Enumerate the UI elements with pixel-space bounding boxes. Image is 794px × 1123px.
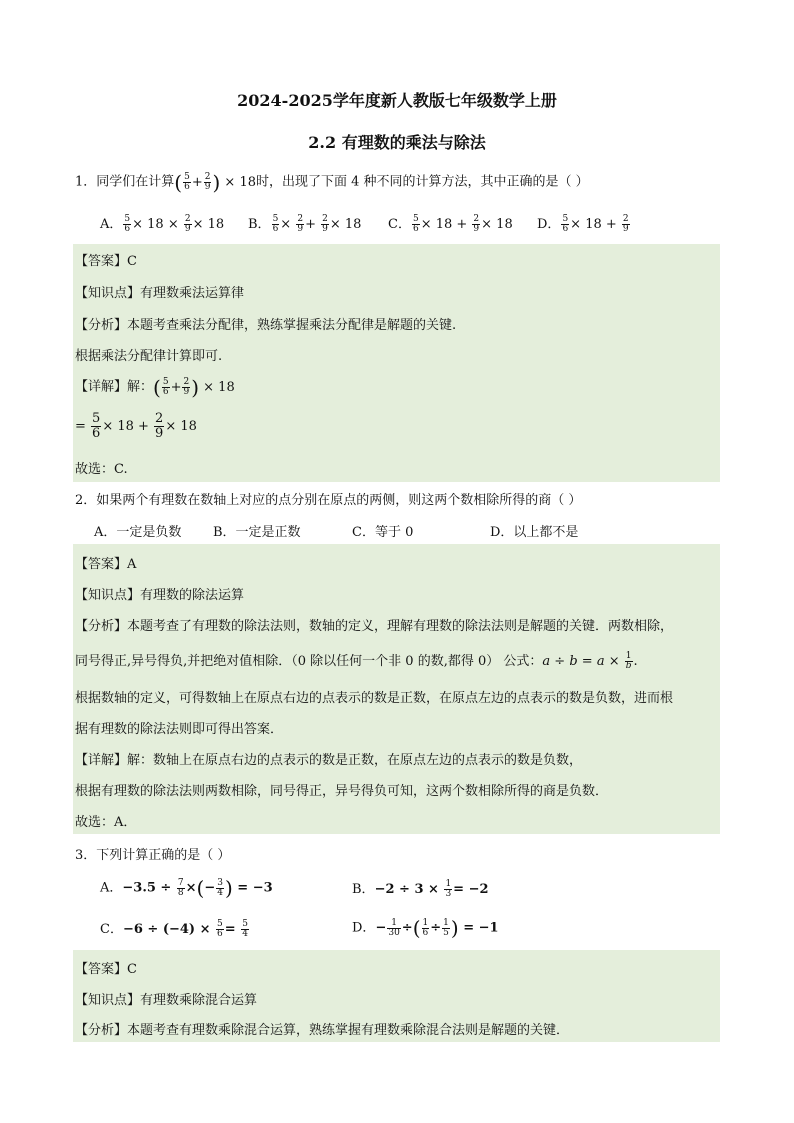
q2-analysis-3: 根据数轴的定义，可得数轴上在原点右边的点表示的数是正数，在原点左边的点表示的数是负数，进而根 [75, 691, 674, 706]
q2-choose: 故选：A． [75, 815, 137, 830]
q2-analysis-2: 同号得正,异号得负,并把绝对值相除．（0 除以任何一个非 0 的数,都得 0） 公式：a ÷ b = a × $\frac{1}{b}$ . [75, 651, 638, 671]
q2-knowledge: 【知识点】有理数的除法运算 [75, 588, 245, 603]
q2-option-a: A．一定是负数 [94, 525, 182, 540]
q1-stem-expr: ( $\frac{5}{6}$ + $\frac{2}{9}$ ) × 18 [174, 170, 256, 194]
q2-option-d: D．以上都不是 [490, 525, 579, 540]
page-title: 2024-2025学年度新人教版七年级数学上册 [237, 91, 557, 110]
q3-knowledge: 【知识点】有理数乘除混合运算 [75, 993, 258, 1008]
q3-option-b: B．−2 ÷ 3 × $\frac{1}{3}$ = −2 [352, 879, 489, 899]
q3-option-d: D．− $\frac{1}{30}$ ÷( $\frac{1}{6}$ ÷ $\frac{1}{5}$ ) = −1 [352, 916, 499, 940]
q3-option-c: C．−6 ÷ (−4) × $\frac{5}{6}$ = $\frac{5}{4}$ [100, 919, 248, 939]
q3-answer: 【答案】C [75, 962, 137, 977]
q3-stem: 3．下列计算正确的是（ ） [75, 848, 231, 863]
q2-option-c: C．等于 0 [352, 525, 414, 540]
q1-option-c: C． $\frac{5}{6}$ × 18 + $\frac{2}{9}$ × 18 [388, 214, 513, 234]
q1-stem [75, 170, 589, 194]
q3-analysis: 【分析】本题考查有理数乘除混合运算，熟练掌握有理数乘除混合法则是解题的关键． [75, 1023, 570, 1038]
q1-knowledge: 【知识点】有理数乘法运算律 [75, 286, 245, 301]
q1-option-b: B． $\frac{5}{6}$ × $\frac{2}{9}$ + $\frac{2}{9}$ × 18 [248, 214, 362, 234]
q1-stem-post: 时，出现了下面 4 种不同的计算方法，其中正确的是（ ） [255, 174, 589, 190]
q3-option-a: A．−3.5 ÷ $\frac{7}{8}$ ×(− $\frac{3}{4}$ ) = −3 [100, 876, 273, 900]
q2-option-b: B．一定是正数 [213, 525, 301, 540]
q2-analysis: 【分析】本题考查了有理数的除法法则，数轴的定义，理解有理数的除法法则是解题的关键．两数相除， [75, 619, 674, 634]
q1-analysis-2: 根据乘法分配律计算即可. [75, 349, 223, 364]
q2-stem: 2．如果两个有理数在数轴上对应的点分别在原点的两侧，则这两个数相除所得的商（ ） [75, 493, 582, 508]
section-title: 2.2 有理数的乘法与除法 [308, 133, 486, 152]
q1-answer: 【答案】C [75, 254, 137, 269]
q1-choose: 故选：C. [75, 462, 128, 477]
q2-answer: 【答案】A [75, 557, 137, 572]
q1-detail: 【详解】解：( $\frac{5}{6}$ + $\frac{2}{9}$ ) × 18 [75, 375, 235, 399]
q1-option-a: A． $\frac{5}{6}$ × 18 × $\frac{2}{9}$ × 18 [100, 214, 225, 234]
q2-detail: 【详解】解：数轴上在原点右边的点表示的数是正数，在原点左边的点表示的数是负数， [75, 753, 583, 768]
q1-stem-pre: 1．同学们在计算 [75, 174, 175, 190]
q1-option-d: D． $\frac{5}{6}$ × 18 + $\frac{2}{9}$ [537, 214, 629, 234]
q1-detail-step: = $\frac{5}{6}$ × 18 + $\frac{2}{9}$ × 18 [75, 411, 197, 441]
q2-detail-2: 根据有理数的除法法则两数相除，同号得正，异号得负可知，这两个数相除所得的商是负数． [75, 784, 609, 799]
q1-analysis: 【分析】本题考查乘法分配律，熟练掌握乘法分配律是解题的关键. [75, 318, 457, 333]
q2-analysis-4: 据有理数的除法法则即可得出答案． [75, 722, 284, 737]
